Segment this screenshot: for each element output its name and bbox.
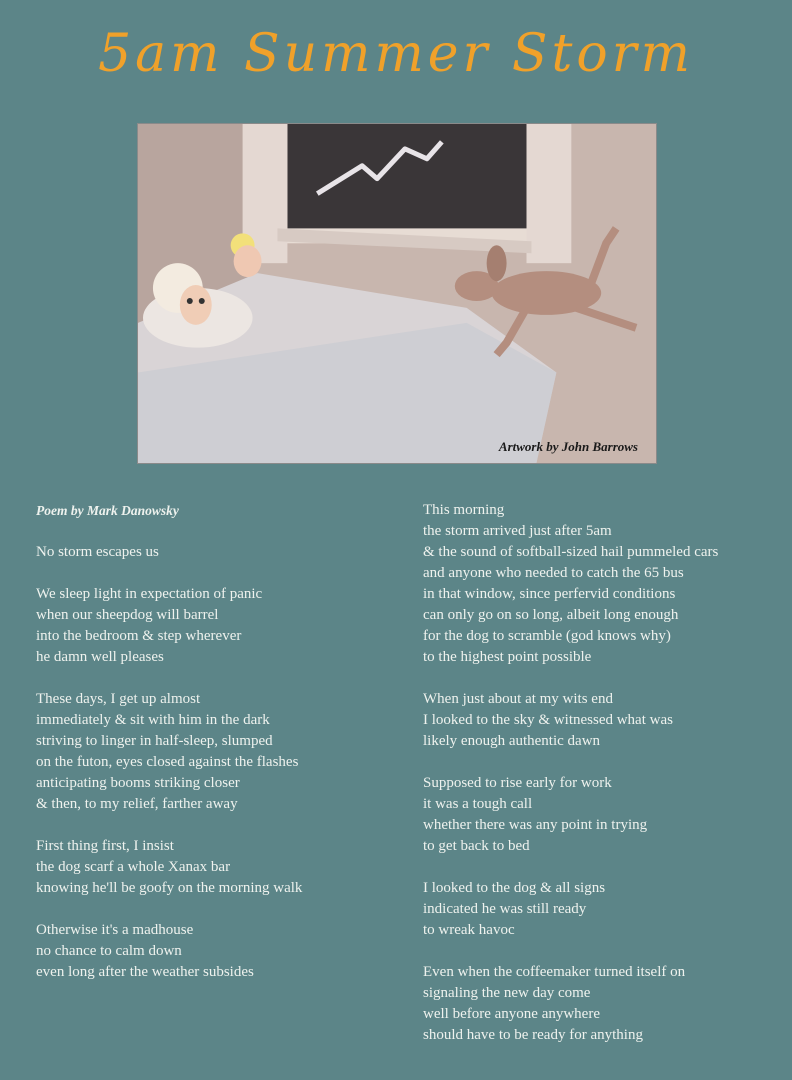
poem-line: no chance to calm down [36,943,182,959]
stanza [423,773,773,857]
poem-line: in that window, since perfervid conditions [423,586,676,602]
poem-line: for the dog to scramble (god knows why) [423,628,671,644]
poem-line: into the bedroom & step wherever [36,628,242,644]
poem-line: immediately & sit with him in the dark [36,712,270,728]
poem-line: when our sheepdog will barrel [36,607,219,623]
poem-line: We sleep light in expectation of panic [36,586,263,602]
poem-line: to get back to bed [423,838,530,854]
bedroom-storm-drawing [138,124,656,463]
poem-line: on the futon, eyes closed against the flashes [36,754,299,770]
artwork-illustration [137,123,657,464]
poem-line: Even when the coffeemaker turned itself on [423,964,686,980]
poem-left-column [36,500,396,1004]
poem-line: can only go on so long, albeit long enough [423,607,679,623]
byline [36,500,396,521]
poem-line: anticipating booms striking closer [36,775,240,791]
poem-line: & the sound of softball-sized hail pummeled cars [423,544,719,560]
poem-line: I looked to the dog & all signs [423,880,606,896]
poem-line: knowing he'll be goofy on the morning walk [36,880,303,896]
stanza [423,962,773,1046]
stanza [36,689,396,815]
page-title: 5am Summer Storm [98,24,694,84]
stanza [36,542,396,563]
poem-line: Otherwise it's a madhouse [36,922,194,938]
poem-line: the dog scarf a whole Xanax bar [36,859,231,875]
poem-line: indicated he was still ready [423,901,587,917]
poem-line: Supposed to rise early for work [423,775,612,791]
poem-line: even long after the weather subsides [36,964,254,980]
poem-line: to wreak havoc [423,922,515,938]
poem-line: whether there was any point in trying [423,817,648,833]
stanza [36,584,396,668]
poem-line: well before anyone anywhere [423,1006,600,1022]
stanza [36,836,396,899]
poem-line: it was a tough call [423,796,533,812]
stanza [36,920,396,983]
poem-line: signaling the new day come [423,985,591,1001]
poem-line: he damn well pleases [36,649,164,665]
poem-line: No storm escapes us [36,544,159,560]
poem-line: First thing first, I insist [36,838,174,854]
poem-byline: Poem by Mark Danowsky [36,503,179,518]
poem-line: likely enough authentic dawn [423,733,601,749]
poem-line: These days, I get up almost [36,691,201,707]
poem-line: the storm arrived just after 5am [423,523,612,539]
poem-line: This morning [423,502,505,518]
stanza [423,500,773,668]
artwork-credit: Artwork by John Barrows [498,439,638,454]
poem-line: and anyone who needed to catch the 65 bus [423,565,684,581]
poem-line: striving to linger in half-sleep, slumped [36,733,273,749]
poem-line: to the highest point possible [423,649,592,665]
poem-line: & then, to my relief, farther away [36,796,238,812]
poem-right-column [423,500,773,1067]
stanza [423,878,773,941]
stanza [423,689,773,752]
poem-line: should have to be ready for anything [423,1027,643,1043]
poem-line: When just about at my wits end [423,691,613,707]
poem-line: I looked to the sky & witnessed what was [423,712,673,728]
